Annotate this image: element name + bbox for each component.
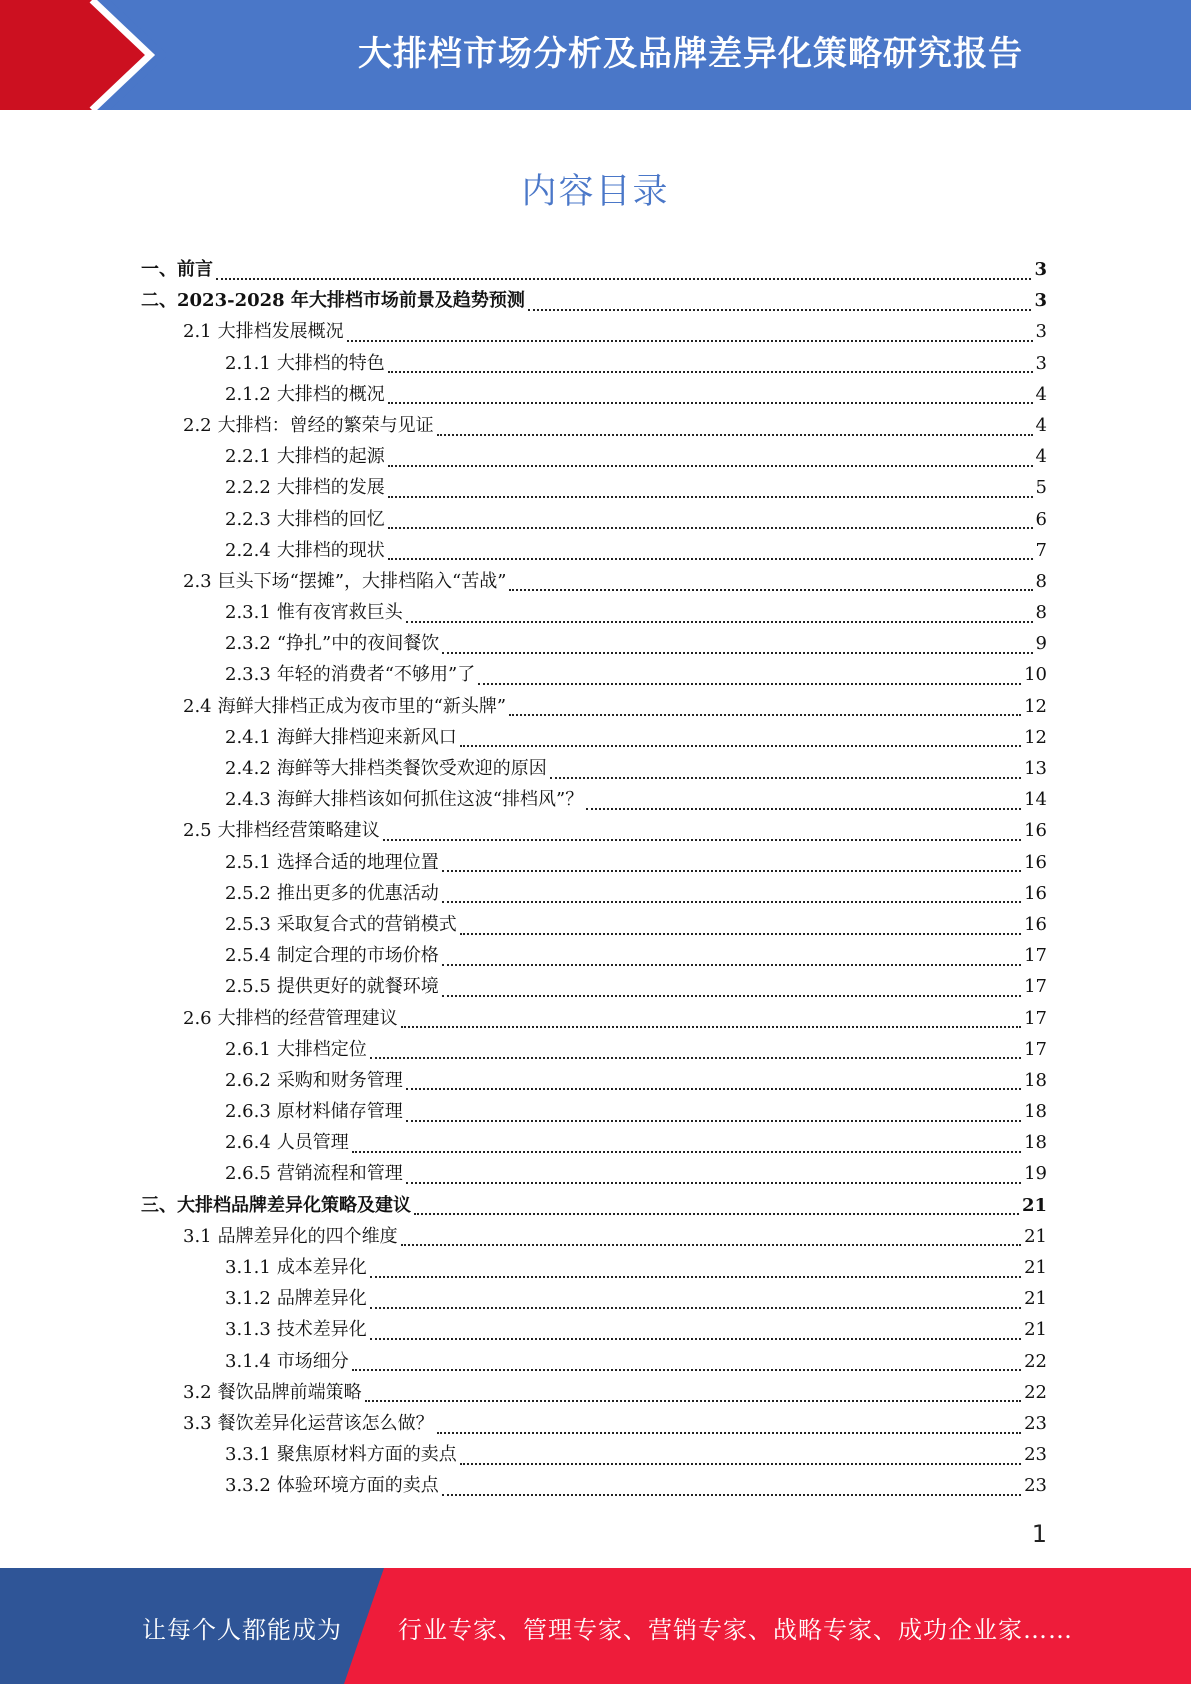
toc-entry-number: 2.6 (183, 1007, 212, 1029)
toc-entry-label: 海鲜大排档该如何抓住这波“排档风”？ (276, 789, 584, 811)
toc-entry[interactable] (141, 784, 1047, 815)
toc-entry[interactable] (141, 1034, 1047, 1065)
toc-entry[interactable] (141, 815, 1047, 846)
toc-entry[interactable] (141, 1158, 1047, 1189)
toc-entry[interactable] (141, 1314, 1047, 1345)
toc-entry[interactable] (141, 659, 1047, 690)
toc-entry-page: 8 (1035, 570, 1047, 592)
toc-entry-number: 2.6.2 (225, 1069, 271, 1091)
toc-entry-page: 9 (1035, 633, 1047, 655)
toc-entry-page: 17 (1024, 1007, 1047, 1029)
toc-entry-page: 4 (1035, 446, 1047, 468)
toc-entry-label: 品牌差异化的四个维度 (217, 1225, 398, 1247)
toc-entry-page: 23 (1024, 1412, 1047, 1434)
toc-entry-label: 餐饮差异化运营该怎么做？ (217, 1412, 434, 1434)
toc-entry-page: 21 (1024, 1225, 1047, 1247)
toc-entry-number: 2.1.1 (225, 352, 271, 374)
toc-dot-leader (370, 1338, 1021, 1340)
toc-entry-label: 大排档的回忆 (276, 508, 385, 530)
toc-entry[interactable] (141, 691, 1047, 722)
toc-entry-label: 采购和财务管理 (276, 1069, 403, 1091)
toc-entry-label: 海鲜等大排档类餐饮受欢迎的原因 (276, 758, 547, 779)
toc-entry[interactable] (141, 566, 1047, 597)
footer-banner (0, 1568, 1191, 1684)
footer-slogan-left: 让每个人都能成为 (142, 1616, 342, 1644)
toc-entry-page: 17 (1024, 1038, 1047, 1060)
toc-dot-leader (401, 1244, 1021, 1246)
toc-entry[interactable] (141, 722, 1047, 753)
toc-dot-leader (352, 1369, 1021, 1371)
toc-entry[interactable] (141, 1470, 1047, 1501)
toc-dot-leader (437, 1432, 1021, 1434)
toc-entry-label: 餐饮品牌前端策略 (217, 1381, 362, 1403)
toc-dot-leader (365, 1400, 1021, 1402)
toc-entry[interactable] (141, 285, 1047, 316)
toc-entry[interactable] (141, 379, 1047, 410)
toc-entry[interactable] (141, 1096, 1047, 1127)
table-of-contents (141, 254, 1047, 1502)
toc-entry-number: 2.5.1 (225, 851, 271, 873)
toc-dot-leader (406, 1088, 1021, 1090)
toc-entry[interactable] (141, 878, 1047, 909)
toc-entry-number: 3.1.3 (225, 1319, 271, 1341)
toc-dot-leader (370, 1057, 1021, 1059)
toc-entry[interactable] (141, 940, 1047, 971)
toc-dot-leader (388, 371, 1033, 373)
toc-heading: 内容目录 (521, 172, 670, 212)
toc-entry-label: 原材料储存管理 (276, 1101, 403, 1123)
toc-dot-leader (460, 1463, 1021, 1465)
toc-entry[interactable] (141, 1127, 1047, 1158)
toc-entry-label: 惟有夜宵救巨头 (276, 602, 403, 624)
toc-entry-page: 22 (1024, 1350, 1047, 1372)
toc-entry-label: 选择合适的地理位置 (276, 851, 439, 873)
toc-entry[interactable] (141, 753, 1047, 784)
toc-entry-page: 17 (1024, 945, 1047, 967)
toc-entry-label: 三、大排档品牌差异化策略及建议 (141, 1194, 411, 1216)
toc-entry-label: 聚焦原材料方面的卖点 (276, 1444, 457, 1466)
toc-dot-leader (406, 621, 1033, 623)
toc-entry[interactable] (141, 847, 1047, 878)
toc-dot-leader (442, 964, 1021, 966)
toc-entry[interactable] (141, 535, 1047, 566)
toc-entry-label: 人员管理 (276, 1132, 349, 1154)
toc-entry-number: 2.3.2 (225, 633, 271, 655)
toc-entry-label: 体验环境方面的卖点 (276, 1475, 439, 1497)
toc-entry-page: 3 (1035, 321, 1047, 343)
toc-entry-number: 2.5.4 (225, 945, 271, 967)
toc-dot-leader (406, 1120, 1021, 1122)
toc-dot-leader (528, 309, 1032, 311)
toc-entry-label: 年轻的消费者“不够用”了 (276, 664, 476, 686)
toc-entry-number: 2.5.2 (225, 882, 271, 904)
toc-entry-label: 市场细分 (276, 1350, 349, 1372)
toc-entry-number: 2.2.3 (225, 508, 271, 530)
toc-entry-number: 2.3 (183, 570, 212, 592)
toc-entry-page: 3 (1034, 259, 1047, 280)
toc-dot-leader (442, 1494, 1021, 1496)
toc-entry-label: 推出更多的优惠活动 (276, 882, 439, 904)
toc-entry-page: 21 (1021, 1194, 1047, 1216)
toc-dot-leader (586, 808, 1021, 810)
toc-entry-number: 2.2 (183, 414, 212, 436)
toc-entry-page: 21 (1024, 1257, 1047, 1278)
toc-entry-number: 2.1 (183, 321, 212, 343)
toc-dot-leader (401, 1026, 1021, 1028)
toc-entry-label: 营销流程和管理 (276, 1163, 403, 1185)
toc-dot-leader (509, 714, 1021, 716)
toc-entry-number: 3.3.1 (225, 1444, 271, 1466)
toc-entry-number: 2.6.4 (225, 1132, 271, 1154)
toc-entry-number: 3.2 (183, 1381, 212, 1403)
toc-dot-leader (370, 1307, 1021, 1309)
toc-entry[interactable] (141, 1003, 1047, 1034)
toc-dot-leader (388, 527, 1033, 529)
toc-entry-label: 制定合理的市场价格 (276, 945, 439, 967)
toc-dot-leader (478, 683, 1021, 685)
toc-entry[interactable] (141, 472, 1047, 503)
toc-entry-number: 3.3 (183, 1412, 212, 1434)
report-title: 大排档市场分析及品牌差异化策略研究报告 (358, 34, 1023, 74)
toc-entry[interactable] (141, 1190, 1047, 1221)
toc-dot-leader (388, 465, 1033, 467)
toc-dot-leader (383, 839, 1021, 841)
toc-entry-label: 大排档的发展 (276, 477, 385, 499)
toc-entry[interactable] (141, 909, 1047, 940)
toc-dot-leader (460, 745, 1021, 747)
toc-entry-number: 2.6.3 (225, 1101, 271, 1123)
toc-entry-page: 7 (1035, 539, 1047, 561)
toc-entry-number: 2.4 (183, 695, 212, 717)
toc-entry-page: 21 (1024, 1288, 1047, 1310)
toc-entry-page: 19 (1024, 1163, 1047, 1185)
toc-entry-number: 2.4.1 (225, 726, 271, 748)
toc-entry[interactable] (141, 1252, 1047, 1283)
toc-entry-page: 3 (1035, 352, 1047, 374)
toc-dot-leader (406, 1182, 1021, 1184)
toc-dot-leader (442, 652, 1032, 654)
toc-entry-page: 3 (1034, 290, 1047, 312)
toc-entry-page: 5 (1035, 477, 1047, 499)
toc-dot-leader (388, 496, 1033, 498)
toc-entry[interactable] (141, 441, 1047, 472)
toc-entry-page: 16 (1024, 851, 1047, 873)
toc-entry-number: 2.3.3 (225, 664, 271, 686)
toc-entry[interactable] (141, 628, 1047, 659)
toc-entry-page: 4 (1035, 383, 1047, 405)
toc-entry-label: 一、前言 (141, 259, 213, 280)
toc-entry-page: 8 (1035, 602, 1047, 624)
toc-entry-label: 大排档：曾经的繁荣与见证 (217, 414, 434, 436)
toc-entry-label: 大排档定位 (276, 1038, 367, 1060)
toc-entry-page: 14 (1024, 789, 1047, 811)
toc-entry[interactable] (141, 1283, 1047, 1314)
toc-dot-leader (388, 402, 1033, 404)
toc-entry-page: 23 (1024, 1444, 1047, 1466)
toc-entry[interactable] (141, 254, 1047, 285)
toc-entry[interactable] (141, 348, 1047, 379)
toc-entry-page: 16 (1024, 913, 1047, 935)
toc-dot-leader (442, 901, 1021, 903)
toc-entry[interactable] (141, 597, 1047, 628)
toc-entry-number: 2.5.3 (225, 913, 271, 935)
toc-entry-label: 技术差异化 (276, 1319, 367, 1341)
toc-entry-label: 巨头下场“摆摊”，大排档陷入“苦战” (217, 570, 507, 592)
toc-entry-number: 2.2.1 (225, 446, 271, 468)
toc-entry[interactable] (141, 1408, 1047, 1439)
toc-entry-page: 22 (1024, 1381, 1047, 1403)
toc-entry-page: 4 (1035, 414, 1047, 436)
toc-entry-number: 2.1.2 (225, 383, 271, 405)
toc-dot-leader (437, 434, 1033, 436)
footer-slogan-right: 行业专家、管理专家、营销专家、战略专家、成功企业家…… (398, 1616, 1073, 1644)
toc-entry[interactable] (141, 1346, 1047, 1377)
toc-entry-page: 6 (1035, 508, 1047, 530)
toc-entry-page: 18 (1024, 1101, 1047, 1123)
toc-entry-number: 2.5 (183, 820, 212, 842)
toc-entry[interactable] (141, 971, 1047, 1002)
toc-entry-label: 大排档的概况 (276, 383, 385, 405)
toc-entry-number: 2.2.2 (225, 477, 271, 499)
toc-entry-label: 采取复合式的营销模式 (276, 913, 457, 935)
toc-dot-leader (388, 558, 1033, 560)
toc-entry-label: 大排档的经营管理建议 (217, 1007, 398, 1029)
toc-entry[interactable] (141, 504, 1047, 535)
toc-entry-page: 12 (1024, 726, 1047, 748)
toc-dot-leader (414, 1213, 1019, 1215)
toc-entry[interactable] (141, 1221, 1047, 1252)
toc-entry[interactable] (141, 1439, 1047, 1470)
toc-entry-page: 16 (1024, 882, 1047, 904)
toc-entry-number: 2.4.3 (225, 789, 271, 811)
toc-dot-leader (216, 278, 1031, 280)
toc-entry-page: 16 (1024, 820, 1047, 842)
toc-entry-label: 成本差异化 (276, 1257, 367, 1278)
toc-dot-leader (550, 777, 1021, 779)
toc-entry-number: 2.5.5 (225, 976, 271, 998)
toc-dot-leader (352, 1151, 1021, 1153)
toc-entry[interactable] (141, 1065, 1047, 1096)
toc-entry-label: 大排档的特色 (276, 352, 385, 374)
toc-entry-number: 3.1.4 (225, 1350, 271, 1372)
toc-entry-label: 海鲜大排档迎来新风口 (276, 726, 457, 748)
toc-entry-label: “挣扎”中的夜间餐饮 (276, 633, 440, 655)
toc-entry-page: 13 (1024, 758, 1047, 779)
toc-dot-leader (442, 870, 1021, 872)
toc-entry-page: 18 (1024, 1069, 1047, 1091)
toc-entry-label: 提供更好的就餐环境 (276, 976, 439, 998)
toc-entry-page: 10 (1024, 664, 1047, 686)
toc-entry-number: 3.1.2 (225, 1288, 271, 1310)
toc-entry-number: 2.4.2 (225, 758, 271, 779)
toc-dot-leader (509, 589, 1032, 591)
toc-dot-leader (460, 933, 1021, 935)
toc-entry[interactable] (141, 316, 1047, 347)
toc-entry-label: 大排档的现状 (276, 539, 385, 561)
toc-entry-label: 大排档发展概况 (217, 321, 344, 343)
toc-entry-number: 2.3.1 (225, 602, 271, 624)
toc-dot-leader (442, 995, 1021, 997)
toc-entry-number: 2.2.4 (225, 539, 271, 561)
toc-dot-leader (347, 340, 1033, 342)
toc-entry-page: 23 (1024, 1475, 1047, 1497)
toc-entry-label: 大排档的起源 (276, 446, 385, 468)
toc-entry-number: 3.1 (183, 1225, 212, 1247)
toc-entry-page: 12 (1024, 695, 1047, 717)
header-banner (0, 0, 1191, 110)
toc-entry-number: 3.3.2 (225, 1475, 271, 1497)
toc-entry-label: 二、2023-2028 年大排档市场前景及趋势预测 (141, 290, 525, 312)
page-number: 1 (1031, 1520, 1047, 1548)
toc-entry[interactable] (141, 1377, 1047, 1408)
toc-entry-label: 海鲜大排档正成为夜市里的“新头牌” (217, 695, 507, 717)
toc-dot-leader (370, 1276, 1021, 1278)
toc-entry-label: 大排档经营策略建议 (217, 820, 380, 842)
toc-entry-number: 3.1.1 (225, 1257, 271, 1278)
toc-entry-label: 品牌差异化 (276, 1288, 367, 1310)
toc-entry-number: 2.6.1 (225, 1038, 271, 1060)
toc-entry-page: 21 (1024, 1319, 1047, 1341)
toc-entry-page: 18 (1024, 1132, 1047, 1154)
header-arrow-decoration (0, 0, 170, 110)
toc-entry[interactable] (141, 410, 1047, 441)
toc-entry-number: 2.6.5 (225, 1163, 271, 1185)
toc-entry-page: 17 (1024, 976, 1047, 998)
